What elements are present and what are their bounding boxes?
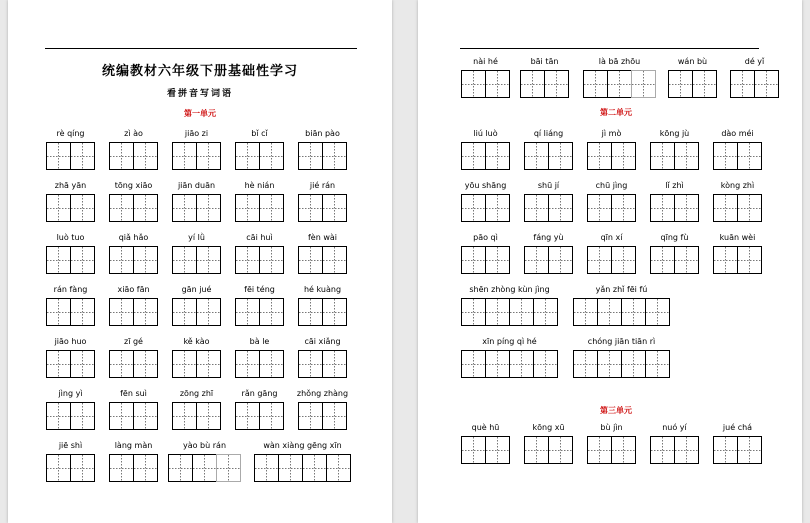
- writing-boxes[interactable]: [461, 142, 510, 170]
- character-cell[interactable]: [235, 142, 260, 170]
- character-cell[interactable]: [485, 436, 510, 464]
- character-cell[interactable]: [259, 298, 284, 326]
- writing-boxes[interactable]: [524, 246, 573, 274]
- character-cell[interactable]: [485, 350, 510, 378]
- pinyin-label: rǎn gāng: [241, 389, 278, 398]
- character-cell[interactable]: [322, 350, 347, 378]
- pinyin-label: gān jué: [181, 285, 212, 294]
- writing-boxes[interactable]: [587, 246, 636, 274]
- character-cell[interactable]: [109, 246, 134, 274]
- pinyin-label: qiǎ hǎo: [118, 233, 149, 242]
- pinyin-label: bāi tān: [530, 57, 559, 66]
- page-subtitle: 看拼音写词语: [166, 89, 233, 99]
- character-cell[interactable]: [133, 246, 158, 274]
- writing-boxes[interactable]: [583, 70, 656, 98]
- pinyin-label: hè nián: [244, 181, 275, 190]
- character-cell[interactable]: [611, 194, 636, 222]
- writing-boxes[interactable]: [298, 246, 347, 274]
- character-cell[interactable]: [322, 298, 347, 326]
- character-cell[interactable]: [485, 142, 510, 170]
- character-cell[interactable]: [322, 194, 347, 222]
- character-cell[interactable]: [461, 436, 486, 464]
- pinyin-label: bà le: [249, 337, 270, 346]
- pinyin-label: zhǒng zhàng: [296, 389, 349, 398]
- pinyin-label: cāi xiǎng: [304, 337, 341, 346]
- character-cell[interactable]: [298, 142, 323, 170]
- writing-boxes[interactable]: [46, 350, 95, 378]
- writing-boxes[interactable]: [46, 298, 95, 326]
- pinyin-label: yōu shāng: [464, 181, 507, 190]
- writing-boxes[interactable]: [168, 454, 241, 482]
- pinyin-label: xiāo fān: [117, 285, 150, 294]
- character-cell[interactable]: [109, 454, 134, 482]
- character-cell[interactable]: [192, 454, 217, 482]
- character-cell[interactable]: [133, 350, 158, 378]
- character-cell[interactable]: [587, 436, 612, 464]
- writing-boxes[interactable]: [668, 70, 717, 98]
- character-cell[interactable]: [298, 298, 323, 326]
- character-cell[interactable]: [524, 194, 549, 222]
- pinyin-label: zī gé: [124, 337, 143, 346]
- writing-boxes[interactable]: [46, 142, 95, 170]
- header-rule: [460, 48, 759, 49]
- pinyin-label: pāo qì: [473, 233, 498, 242]
- character-cell[interactable]: [461, 142, 486, 170]
- pinyin-label: bǐ cǐ: [251, 129, 268, 138]
- character-cell[interactable]: [109, 142, 134, 170]
- pinyin-label: wàn xiàng gēng xīn: [263, 441, 342, 450]
- character-cell[interactable]: [235, 402, 260, 430]
- character-cell[interactable]: [524, 142, 549, 170]
- character-cell[interactable]: [737, 246, 762, 274]
- character-cell[interactable]: [461, 298, 486, 326]
- character-cell[interactable]: [611, 436, 636, 464]
- character-cell[interactable]: [713, 194, 738, 222]
- character-cell[interactable]: [587, 246, 612, 274]
- character-cell[interactable]: [326, 454, 351, 482]
- writing-boxes[interactable]: [298, 142, 347, 170]
- writing-boxes[interactable]: [109, 350, 158, 378]
- character-cell[interactable]: [235, 194, 260, 222]
- writing-boxes[interactable]: [461, 298, 558, 326]
- character-cell[interactable]: [461, 246, 486, 274]
- character-cell[interactable]: [645, 350, 670, 378]
- writing-boxes[interactable]: [235, 194, 284, 222]
- writing-boxes[interactable]: [109, 142, 158, 170]
- pinyin-label: yí lǜ: [188, 233, 205, 242]
- pinyin-label: biān pào: [305, 129, 340, 138]
- pinyin-label: jié rán: [309, 181, 336, 190]
- writing-boxes[interactable]: [520, 70, 569, 98]
- pinyin-label: rán fàng: [53, 285, 88, 294]
- pinyin-label: shēn zhòng kùn jìng: [469, 285, 550, 294]
- character-cell[interactable]: [730, 70, 755, 98]
- character-cell[interactable]: [621, 298, 646, 326]
- character-cell[interactable]: [674, 436, 699, 464]
- character-cell[interactable]: [109, 298, 134, 326]
- writing-boxes[interactable]: [461, 246, 510, 274]
- writing-boxes[interactable]: [587, 142, 636, 170]
- writing-boxes[interactable]: [172, 142, 221, 170]
- writing-boxes[interactable]: [172, 194, 221, 222]
- character-cell[interactable]: [650, 436, 675, 464]
- writing-boxes[interactable]: [461, 70, 510, 98]
- character-cell[interactable]: [298, 194, 323, 222]
- writing-boxes[interactable]: [298, 350, 347, 378]
- writing-boxes[interactable]: [650, 194, 699, 222]
- character-cell[interactable]: [298, 246, 323, 274]
- pinyin-label: luò tuo: [56, 233, 85, 242]
- character-cell[interactable]: [485, 246, 510, 274]
- pinyin-label: shū jí: [537, 181, 560, 190]
- character-cell[interactable]: [70, 194, 95, 222]
- pinyin-label: qí liáng: [533, 129, 564, 138]
- character-cell[interactable]: [737, 436, 762, 464]
- character-cell[interactable]: [46, 246, 71, 274]
- character-cell[interactable]: [737, 142, 762, 170]
- document-page-1: [8, 0, 392, 523]
- character-cell[interactable]: [621, 350, 646, 378]
- pinyin-label: wán bù: [677, 57, 708, 66]
- character-cell[interactable]: [70, 246, 95, 274]
- character-cell[interactable]: [548, 436, 573, 464]
- character-cell[interactable]: [133, 142, 158, 170]
- character-cell[interactable]: [573, 350, 598, 378]
- pinyin-label: dào méi: [721, 129, 754, 138]
- character-cell[interactable]: [133, 194, 158, 222]
- character-cell[interactable]: [109, 194, 134, 222]
- character-cell[interactable]: [322, 402, 347, 430]
- character-cell[interactable]: [674, 194, 699, 222]
- character-cell[interactable]: [607, 70, 632, 98]
- pinyin-label: lǐ zhì: [665, 181, 684, 190]
- writing-boxes[interactable]: [573, 350, 670, 378]
- writing-boxes[interactable]: [650, 246, 699, 274]
- character-cell[interactable]: [650, 194, 675, 222]
- character-cell[interactable]: [461, 194, 486, 222]
- character-cell[interactable]: [109, 402, 134, 430]
- character-cell[interactable]: [172, 142, 197, 170]
- character-cell[interactable]: [461, 350, 486, 378]
- pinyin-label: jiān duān: [177, 181, 216, 190]
- writing-boxes[interactable]: [235, 298, 284, 326]
- pinyin-label: fēn suì: [120, 389, 147, 398]
- character-cell[interactable]: [298, 402, 323, 430]
- character-cell[interactable]: [520, 70, 545, 98]
- pinyin-label: zì ào: [124, 129, 143, 138]
- character-cell[interactable]: [196, 402, 221, 430]
- writing-boxes[interactable]: [46, 194, 95, 222]
- unit-3-heading: 第三单元: [600, 406, 632, 415]
- writing-boxes[interactable]: [650, 142, 699, 170]
- character-cell[interactable]: [196, 246, 221, 274]
- character-cell[interactable]: [587, 142, 612, 170]
- writing-boxes[interactable]: [172, 246, 221, 274]
- header-rule: [45, 48, 357, 49]
- writing-boxes[interactable]: [298, 298, 347, 326]
- character-cell[interactable]: [509, 350, 534, 378]
- character-cell[interactable]: [611, 246, 636, 274]
- character-cell[interactable]: [597, 298, 622, 326]
- character-cell[interactable]: [461, 70, 486, 98]
- pinyin-label: chóng jiān tiān rì: [587, 337, 656, 346]
- character-cell[interactable]: [485, 194, 510, 222]
- character-cell[interactable]: [298, 350, 323, 378]
- page-title: 统编教材六年级下册基础性学习: [101, 64, 298, 79]
- character-cell[interactable]: [168, 454, 193, 482]
- character-cell[interactable]: [196, 298, 221, 326]
- writing-boxes[interactable]: [109, 246, 158, 274]
- pinyin-label: zhā yān: [54, 181, 87, 190]
- character-cell[interactable]: [216, 454, 241, 482]
- character-cell[interactable]: [485, 70, 510, 98]
- pinyin-label: què hū: [471, 423, 500, 432]
- pinyin-label: kōng jù: [659, 129, 690, 138]
- writing-boxes[interactable]: [298, 194, 347, 222]
- character-cell[interactable]: [548, 246, 573, 274]
- character-cell[interactable]: [737, 194, 762, 222]
- character-cell[interactable]: [668, 70, 693, 98]
- writing-boxes[interactable]: [461, 350, 558, 378]
- character-cell[interactable]: [544, 70, 569, 98]
- pinyin-label: kě kào: [183, 337, 210, 346]
- pinyin-label: yǎn zhǐ fēi fú: [595, 285, 648, 294]
- character-cell[interactable]: [587, 194, 612, 222]
- writing-boxes[interactable]: [109, 402, 158, 430]
- pinyin-label: bù jìn: [600, 423, 623, 432]
- character-cell[interactable]: [533, 350, 558, 378]
- writing-boxes[interactable]: [573, 298, 670, 326]
- character-cell[interactable]: [713, 142, 738, 170]
- character-cell[interactable]: [611, 142, 636, 170]
- character-cell[interactable]: [485, 298, 510, 326]
- character-cell[interactable]: [109, 350, 134, 378]
- writing-boxes[interactable]: [172, 298, 221, 326]
- writing-boxes[interactable]: [524, 194, 573, 222]
- character-cell[interactable]: [645, 298, 670, 326]
- pinyin-label: kòng zhì: [720, 181, 755, 190]
- pinyin-label: jiāo huo: [54, 337, 87, 346]
- pinyin-label: jiē shì: [58, 441, 83, 450]
- character-cell[interactable]: [172, 350, 197, 378]
- character-cell[interactable]: [235, 298, 260, 326]
- character-cell[interactable]: [509, 298, 534, 326]
- writing-boxes[interactable]: [461, 436, 510, 464]
- writing-boxes[interactable]: [46, 454, 95, 482]
- pinyin-label: jué chá: [722, 423, 753, 432]
- pinyin-label: yào bù rán: [182, 441, 227, 450]
- pinyin-label: là bā zhōu: [598, 57, 641, 66]
- pinyin-label: jiāo zi: [184, 129, 209, 138]
- writing-boxes[interactable]: [172, 350, 221, 378]
- character-cell[interactable]: [524, 436, 549, 464]
- unit-2-heading: 第二单元: [600, 108, 632, 117]
- character-cell[interactable]: [674, 246, 699, 274]
- writing-boxes[interactable]: [109, 298, 158, 326]
- character-cell[interactable]: [70, 350, 95, 378]
- writing-boxes[interactable]: [235, 246, 284, 274]
- character-cell[interactable]: [259, 142, 284, 170]
- pinyin-label: kuān wèi: [719, 233, 756, 242]
- writing-boxes[interactable]: [587, 436, 636, 464]
- unit-1-heading: 第一单元: [184, 109, 216, 118]
- writing-boxes[interactable]: [713, 246, 762, 274]
- writing-boxes[interactable]: [298, 402, 347, 430]
- writing-boxes[interactable]: [461, 194, 510, 222]
- character-cell[interactable]: [46, 402, 71, 430]
- pinyin-label: kōng xū: [532, 423, 565, 432]
- document-page-2: [418, 0, 802, 523]
- character-cell[interactable]: [650, 142, 675, 170]
- pinyin-label: cāi huì: [246, 233, 273, 242]
- character-cell[interactable]: [196, 350, 221, 378]
- character-cell[interactable]: [713, 246, 738, 274]
- pinyin-label: dé yǐ: [744, 57, 765, 66]
- pinyin-label: tōng xiāo: [114, 181, 153, 190]
- character-cell[interactable]: [650, 246, 675, 274]
- character-cell[interactable]: [631, 70, 656, 98]
- pinyin-label: nuó yí: [662, 423, 687, 432]
- writing-boxes[interactable]: [235, 402, 284, 430]
- pinyin-label: chū jìng: [595, 181, 628, 190]
- pinyin-label: rè qíng: [56, 129, 85, 138]
- character-cell[interactable]: [674, 142, 699, 170]
- character-cell[interactable]: [235, 350, 260, 378]
- pinyin-label: jì mò: [601, 129, 622, 138]
- character-cell[interactable]: [46, 350, 71, 378]
- pinyin-label: qīng fù: [660, 233, 689, 242]
- character-cell[interactable]: [259, 194, 284, 222]
- character-cell[interactable]: [754, 70, 779, 98]
- character-cell[interactable]: [172, 402, 197, 430]
- writing-boxes[interactable]: [254, 454, 351, 482]
- pinyin-label: fēi téng: [244, 285, 275, 294]
- character-cell[interactable]: [46, 298, 71, 326]
- character-cell[interactable]: [172, 246, 197, 274]
- pinyin-label: fáng yù: [533, 233, 564, 242]
- pinyin-label: xīn píng qì hé: [482, 337, 537, 346]
- character-cell[interactable]: [597, 350, 622, 378]
- character-cell[interactable]: [322, 142, 347, 170]
- pinyin-label: fèn wài: [307, 233, 338, 242]
- character-cell[interactable]: [259, 246, 284, 274]
- character-cell[interactable]: [70, 142, 95, 170]
- writing-boxes[interactable]: [713, 194, 762, 222]
- character-cell[interactable]: [133, 298, 158, 326]
- pinyin-label: zōng zhī: [179, 389, 214, 398]
- writing-boxes[interactable]: [172, 402, 221, 430]
- character-cell[interactable]: [70, 454, 95, 482]
- character-cell[interactable]: [46, 454, 71, 482]
- character-cell[interactable]: [322, 246, 347, 274]
- character-cell[interactable]: [172, 194, 197, 222]
- writing-boxes[interactable]: [650, 436, 699, 464]
- pinyin-label: jìng yì: [58, 389, 83, 398]
- character-cell[interactable]: [548, 142, 573, 170]
- character-cell[interactable]: [533, 298, 558, 326]
- character-cell[interactable]: [133, 402, 158, 430]
- character-cell[interactable]: [573, 298, 598, 326]
- writing-boxes[interactable]: [730, 70, 779, 98]
- pinyin-label: qīn xí: [600, 233, 623, 242]
- character-cell[interactable]: [46, 142, 71, 170]
- character-cell[interactable]: [713, 436, 738, 464]
- character-cell[interactable]: [133, 454, 158, 482]
- writing-boxes[interactable]: [713, 436, 762, 464]
- character-cell[interactable]: [548, 194, 573, 222]
- character-cell[interactable]: [302, 454, 327, 482]
- character-cell[interactable]: [254, 454, 279, 482]
- character-cell[interactable]: [46, 194, 71, 222]
- character-cell[interactable]: [524, 246, 549, 274]
- character-cell[interactable]: [259, 402, 284, 430]
- writing-boxes[interactable]: [524, 142, 573, 170]
- character-cell[interactable]: [196, 194, 221, 222]
- character-cell[interactable]: [692, 70, 717, 98]
- writing-boxes[interactable]: [109, 454, 158, 482]
- writing-boxes[interactable]: [109, 194, 158, 222]
- writing-boxes[interactable]: [524, 436, 573, 464]
- character-cell[interactable]: [70, 298, 95, 326]
- character-cell[interactable]: [235, 246, 260, 274]
- pinyin-label: nài hé: [473, 57, 498, 66]
- writing-boxes[interactable]: [587, 194, 636, 222]
- character-cell[interactable]: [278, 454, 303, 482]
- character-cell[interactable]: [259, 350, 284, 378]
- writing-boxes[interactable]: [46, 246, 95, 274]
- writing-boxes[interactable]: [46, 402, 95, 430]
- character-cell[interactable]: [172, 298, 197, 326]
- writing-boxes[interactable]: [235, 142, 284, 170]
- character-cell[interactable]: [196, 142, 221, 170]
- writing-boxes[interactable]: [713, 142, 762, 170]
- pinyin-label: liú luò: [473, 129, 498, 138]
- character-cell[interactable]: [583, 70, 608, 98]
- pinyin-label: làng màn: [114, 441, 153, 450]
- writing-boxes[interactable]: [235, 350, 284, 378]
- pinyin-label: hé kuàng: [303, 285, 342, 294]
- character-cell[interactable]: [70, 402, 95, 430]
